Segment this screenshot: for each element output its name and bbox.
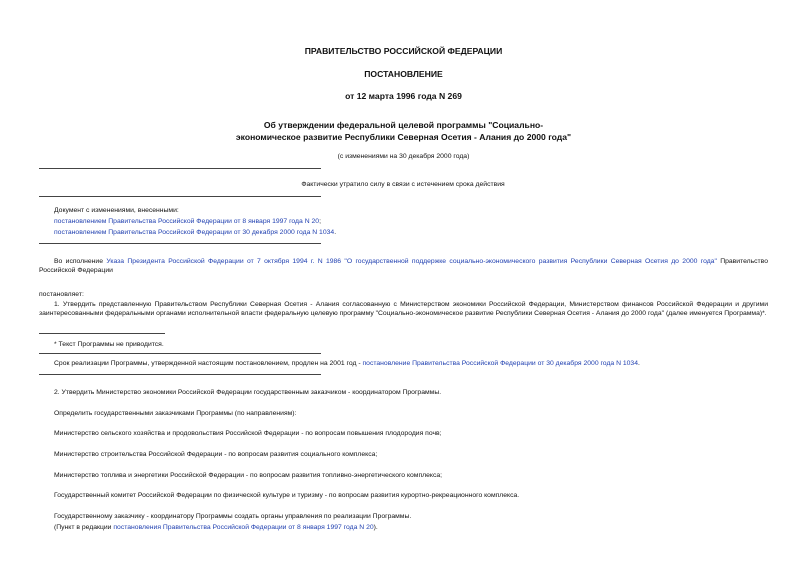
amendment-link-2-tail: . xyxy=(334,229,337,236)
divider xyxy=(39,168,321,169)
amendment-link-1[interactable]: постановлением Правительства Российской Федерации от 8 января 1997 года N 20 xyxy=(54,218,320,225)
amendment-link-2[interactable]: постановлением Правительства Российской Федерации от 30 декабря 2000 года N 1034 xyxy=(54,229,335,236)
document-title-line-1: Об утверждении федеральной целевой программы "Социально- xyxy=(263,120,544,130)
divider xyxy=(39,353,321,354)
divider xyxy=(39,243,321,244)
preamble-prefix: Во исполнение xyxy=(54,258,107,265)
preamble-suffix: Правительство Российской Федерации xyxy=(39,258,768,274)
presidential-decree-link[interactable]: Указа Президента Российской Федерации от 7 октября 1994 г. N 1986 "О государственной поддержке социально-экономического развития Республики Северная Осетия до 2000 года" xyxy=(106,258,717,265)
document-date-number: от 12 марта 1996 года N 269 xyxy=(345,91,462,101)
edit-note-prefix: (Пункт в редакции xyxy=(54,524,114,531)
divider xyxy=(39,196,321,197)
amendment-link-1-tail: ; xyxy=(319,218,321,225)
extension-paragraph xyxy=(54,359,640,368)
edit-note xyxy=(54,523,378,532)
paragraph: Государственному заказчику - координатору Программы создать органы управления по реализации Программы. xyxy=(54,513,412,520)
point-1-paragraph: 1. Утвердить представленную Правительством Республики Северная Осетия - Алания согласованную с Министерством экономики Российской Федерации, Министерством финансов Российской Федерации и другими заинтересованными федеральными органами исполнительной власти федеральную целевую программу "Социально-экономическое развитие Республики Северная Осетия - Алания до 2000 года" (далее именуется Программа)*. xyxy=(39,301,768,317)
amendments-note: (с изменениями на 30 декабря 2000 года) xyxy=(337,153,470,160)
paragraph: Министерство топлива и энергетики Российской Федерации - по вопросам развития топливно-энергетического комплекса; xyxy=(54,472,443,479)
document-title-line-2: экономическое развитие Республики Северная Осетия - Алания до 2000 года" xyxy=(235,132,572,142)
preamble-paragraph xyxy=(39,257,768,275)
document-type: ПОСТАНОВЛЕНИЕ xyxy=(364,69,443,79)
divider xyxy=(39,374,321,375)
paragraph: Государственный комитет Российской Федерации по физической культуре и туризму - по вопросам развития курортно-рекреационного комплекса. xyxy=(54,492,520,499)
extension-tail: . xyxy=(638,360,640,367)
paragraph: Министерство сельского хозяйства и продовольствия Российской Федерации - по вопросам повышения плодородия почв; xyxy=(54,430,442,437)
paragraph: Определить государственными заказчиками Программы (по направлениям): xyxy=(54,410,297,417)
amendment-line-2 xyxy=(54,228,336,237)
extension-text: Срок реализации Программы, утвержденной настоящим постановлением, продлен на 2001 год - xyxy=(54,360,363,367)
amended-intro: Документ с изменениями, внесенными: xyxy=(54,207,179,214)
footnote: * Текст Программы не приводится. xyxy=(54,341,164,348)
footnote-divider xyxy=(39,333,165,334)
edit-note-link[interactable]: постановления Правительства Российской Федерации от 8 января 1997 года N 20 xyxy=(113,524,374,531)
status-note: Фактически утратило силу в связи с истечением срока действия xyxy=(301,181,505,188)
paragraph: 2. Утвердить Министерство экономики Российской Федерации государственным заказчиком - координатором Программы. xyxy=(54,389,442,396)
paragraph: Министерство строительства Российской Федерации - по вопросам развития социального комплекса; xyxy=(54,451,378,458)
extension-link[interactable]: постановление Правительства Российской Федерации от 30 декабря 2000 года N 1034 xyxy=(362,360,638,367)
edit-note-suffix: ). xyxy=(373,524,378,531)
decree-word: постановляет: xyxy=(39,291,84,298)
amendment-line-1 xyxy=(54,217,321,226)
government-heading: ПРАВИТЕЛЬСТВО РОССИЙСКОЙ ФЕДЕРАЦИИ xyxy=(304,46,503,56)
